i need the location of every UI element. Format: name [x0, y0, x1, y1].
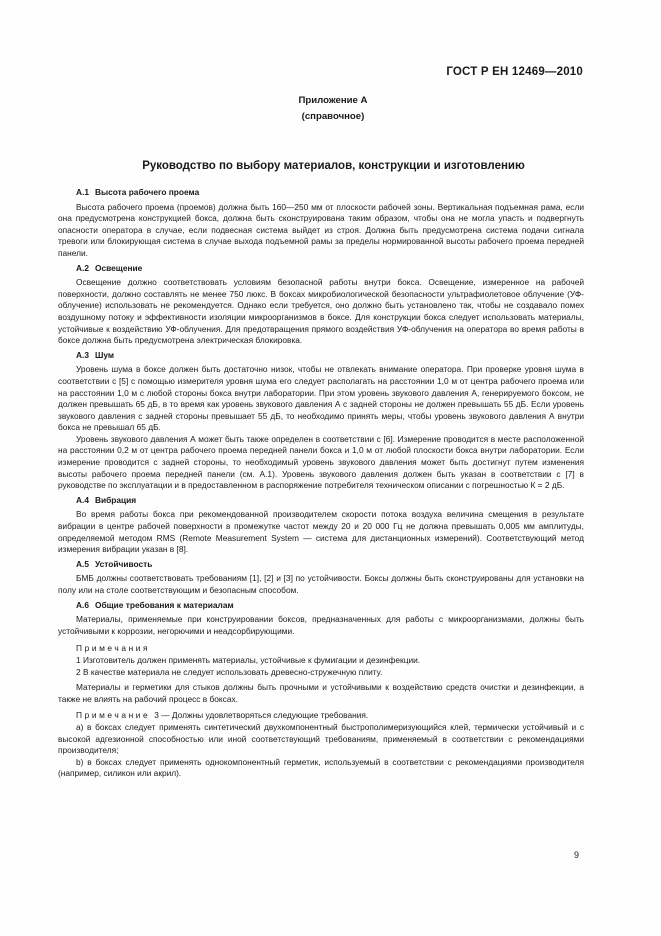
section-heading-a3: А.3 Шум — [76, 349, 115, 360]
section-heading-a5: А.5 Устойчивость — [76, 558, 153, 569]
notes-heading: Примечания — [76, 643, 151, 654]
paragraph: Высота рабочего проема (проемов) должна быть 160—250 мм от плоскости рабочей зоны. Вертикальная подъемная рама, если она предусмотрена конструкцией бокса, должна быть сконструирована таким образом, чтобы она не могла упасть и подвергнуть опасности оператора в случае, если подвесная система выйдет из строя. Должна быть предусмотрена система подачи сигнала тревоги или блокирующая система в случае выхода подъемной рамы за пределы нормированной высоты рабочего проема передней панели. — [58, 201, 584, 258]
note-3 — [58, 710, 584, 722]
paragraph: Уровень звукового давления А может быть также определен в соответствии с [6]. Измерение проводится в месте расположенной на расстоянии 0,2 м от центра рабочего проема передней панели бокса и 1,0 м от любой плоскости бокса внутри лаборатории. Если измерение проводится с задней стороны, то необходимый уровень звукового давления может быть достигнут путем изменения высоты рабочего проема передней панели (см. А.1). Уровень звукового давления должен быть указан в соответствии с [7] в руководстве по эксплуатации и в предоставленном в распоряжение потребителя техническом описании с погрешностью К = 2 дБ. — [58, 433, 584, 491]
paragraph: БМБ должны соответствовать требованиям [1], [2] и [3] по устойчивости. Боксы должны быть сконструированы для установки на полу или на столе соответствующим и безопасным способом. — [58, 573, 584, 595]
paragraph: Во время работы бокса при рекомендованной производителем скорости потока воздуха величина смещения в результате вибрации в центре рабочей поверхности в промежутке частот между 20 и 20 000 Гц не должна превышать 0,005 мм амплитуды, определяемой методом RMS (Remote Measurement System — система для дистанционных измерений). Соответствующий метод измерения вибрации указан в [8]. — [58, 509, 584, 555]
paragraph: Уровень шума в боксе должен быть достаточно низок, чтобы не отвлекать внимание оператора. При проверке уровня шума в соответствии с [5] с помощью измерителя уровня шума его следует располагать на расстоянии 1,0 м от центра рабочего проема или на расстоянии 1,0 м с любой стороны бокса внутри лаборатории. При этом уровень звукового давления А, генерируемого боксом, не должен превышать 65 дБ, в то время как уровень звукового давления А с задней стороны не должен превышать 55 дБ. Если уровень звукового давления с задней стороны превышает 55 дБ, то необходимо принять меры, чтобы уровень звукового давления А внутри бокса не превышал 65 дБ. — [58, 364, 584, 433]
paragraph: Материалы, применяемые при конструировании боксов, предназначенных для работы с микроорганизмами, должны быть устойчивыми к коррозии, негорючими и неадсорбирующими. — [58, 614, 584, 636]
page-heading: Руководство по выбору материалов, конструкции и изготовлению — [142, 160, 525, 172]
page-number: 9 — [573, 850, 579, 860]
document-body — [58, 184, 584, 780]
document-code: ГОСТ Р ЕН 12469—2010 — [446, 66, 583, 78]
section-heading-a4: А.4 Вибрация — [76, 494, 137, 505]
note-item: b) в боксах следует применять однокомпонентный герметик, используемый в соответствии с рекомендациями производителя (например, силикон или акрил). — [58, 756, 584, 779]
note-item: 2 В качестве материала не следует использовать древесно-стружечную плиту. — [76, 666, 383, 677]
paragraph: Материалы и герметики для стыков должны быть прочными и устойчивыми к воздействию средств очистки и дезинфекции, а также не влиять на рабочий процесс в боксах. — [58, 682, 584, 704]
section-heading-a6: А.6 Общие требования к материалам — [76, 599, 234, 610]
section-heading-a1: А.1 Высота рабочего проема — [76, 187, 200, 197]
annex-label — [0, 93, 661, 125]
annex-status: (справочное) — [301, 111, 365, 122]
section-heading-a2: А.2 Освещение — [76, 262, 143, 273]
note-text: 3 — Должны удовлетворяться следующие требования. — [154, 710, 369, 721]
note-label: Примечание — [76, 710, 151, 721]
annex-title: Приложение А — [298, 95, 368, 106]
note-item: а) в боксах следует применять синтетический двухкомпонентный быстрополимеризующийся клей, термически устойчивый и с высокой адгезионной способностью или иной соответствующий требованиям, применяемый в соответствии с рекомендациями производителя; — [58, 721, 584, 756]
paragraph: Освещение должно соответствовать условиям безопасной работы внутри бокса. Освещение, измеренное на рабочей поверхности, должно составлять не менее 750 люкс. В боксах микробиологической безопасности ультрафиолетовое облучение (УФ-облучение) использовать не рекомендуется. Однако если требуется, оно должно быть установлено так, чтобы не создавало помех воздушному потоку и эффективности изоляции микроорганизмов в боксе. Для конструкции бокса следует использовать материалы, устойчивые к воздействию УФ-облучения. Для предотвращения прямого воздействия УФ-облучения на оператора во время работы в боксе должна быть предусмотрена электрическая блокировка. — [58, 277, 584, 346]
note-item: 1 Изготовитель должен применять материалы, устойчивые к фумигации и дезинфекции. — [76, 654, 421, 665]
